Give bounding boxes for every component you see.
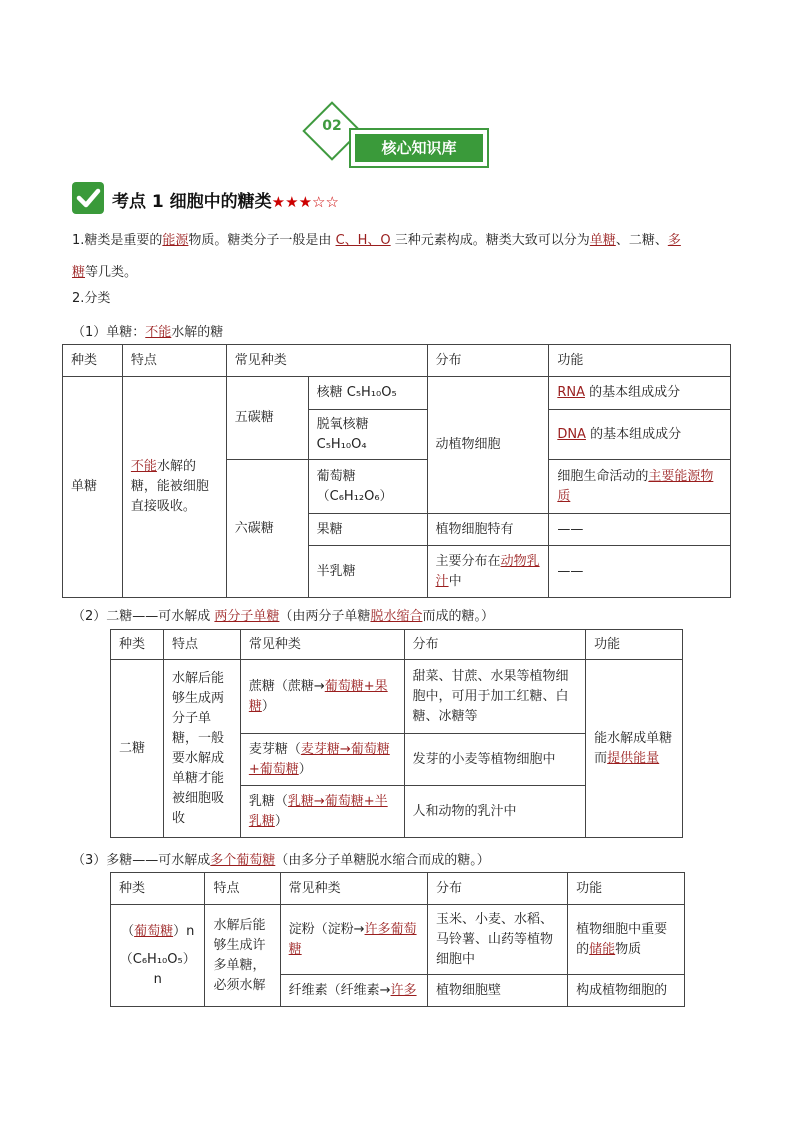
glucose-cell: 葡萄糖（C₆H₁₂O₆） — [308, 460, 427, 514]
feature-cell: 水解后能够生成两分子单糖，一般要水解成单糖才能被细胞吸收 — [163, 660, 240, 838]
header-function: 功能 — [586, 630, 683, 660]
maltose-cell: 麦芽糖（麦芽糖→葡萄糖+葡萄糖） — [240, 734, 404, 786]
func-rna-cell: RNA 的基本组成成分 — [549, 377, 731, 410]
func-glucose-cell: 细胞生命活动的主要能源物质 — [549, 460, 731, 514]
cellulose-func-cell: 构成植物细胞的 — [568, 975, 685, 1007]
header-common: 常见种类 — [226, 345, 427, 377]
galactose-cell: 半乳糖 — [308, 546, 427, 598]
cellulose-dist-cell: 植物细胞壁 — [427, 975, 567, 1007]
badge-label-box — [349, 128, 489, 168]
header-feature: 特点 — [205, 873, 280, 905]
difficulty-stars: ★★★☆☆ — [271, 193, 339, 211]
polysaccharide-table — [110, 872, 685, 1007]
header-feature: 特点 — [122, 345, 226, 377]
intro-line-2: 糖等几类。 — [72, 265, 138, 280]
func-dna-cell: DNA 的基本组成成分 — [549, 410, 731, 460]
fructose-dist-cell: 植物细胞特有 — [427, 514, 549, 546]
intro-line-3: 2.分类 — [72, 291, 111, 306]
lactose-dist-cell: 人和动物的乳汁中 — [404, 786, 586, 838]
section3-caption: （3）多糖——可水解成多个葡萄糖（由多分子单糖脱水缩合而成的糖。） — [72, 853, 490, 868]
header-common: 常见种类 — [240, 630, 404, 660]
kind-cell: 单糖 — [63, 377, 123, 598]
section1-caption: （1）单糖：不能水解的糖 — [72, 325, 224, 340]
header-kind: 种类 — [63, 345, 123, 377]
badge-number: 02 — [322, 118, 342, 134]
galactose-dist-cell: 主要分布在动物乳汁中 — [427, 546, 549, 598]
kind-cell: （葡萄糖）n （C₆H₁₀O₅）n — [111, 905, 205, 1007]
deoxyribose-cell: 脱氧核糖 C₅H₁₀O₄ — [308, 410, 427, 460]
header-common: 常见种类 — [280, 873, 427, 905]
header-distribution: 分布 — [404, 630, 586, 660]
lactose-cell: 乳糖（乳糖→葡萄糖+半乳糖） — [240, 786, 404, 838]
header-function: 功能 — [549, 345, 731, 377]
kind-cell: 二糖 — [111, 660, 164, 838]
header-feature: 特点 — [163, 630, 240, 660]
header-function: 功能 — [568, 873, 685, 905]
header-kind: 种类 — [111, 873, 205, 905]
badge-label: 核心知识库 — [355, 134, 483, 162]
topic-heading — [112, 187, 339, 212]
starch-func-cell: 植物细胞中重要的储能物质 — [568, 905, 685, 975]
starch-dist-cell: 玉米、小麦、水稻、马铃薯、山药等植物细胞中 — [427, 905, 567, 975]
monosaccharide-table — [62, 344, 731, 598]
starch-cell: 淀粉（淀粉→许多葡萄糖 — [280, 905, 427, 975]
func-cell: 能水解成单糖而提供能量 — [586, 660, 683, 838]
header-distribution: 分布 — [427, 873, 567, 905]
maltose-dist-cell: 发芽的小麦等植物细胞中 — [404, 734, 586, 786]
galactose-func-cell: —— — [549, 546, 731, 598]
sucrose-cell: 蔗糖（蔗糖→葡萄糖+果糖） — [240, 660, 404, 734]
five-carbon-cell: 五碳糖 — [226, 377, 308, 460]
fructose-func-cell: —— — [549, 514, 731, 546]
header-distribution: 分布 — [427, 345, 549, 377]
six-carbon-cell: 六碳糖 — [226, 460, 308, 598]
cellulose-cell: 纤维素（纤维素→许多 — [280, 975, 427, 1007]
disaccharide-table — [110, 629, 683, 838]
topic-title: 考点 1 细胞中的糖类 — [112, 192, 272, 212]
feature-cell: 不能水解的糖，能被细胞直接吸收。 — [122, 377, 226, 598]
checkmark-icon — [72, 182, 104, 214]
header-kind: 种类 — [111, 630, 164, 660]
fructose-cell: 果糖 — [308, 514, 427, 546]
ribose-cell: 核糖 C₅H₁₀O₅ — [308, 377, 427, 410]
feature-cell: 水解后能够生成许多单糖，必须水解 — [205, 905, 280, 1007]
section-badge — [305, 104, 491, 170]
sucrose-dist-cell: 甜菜、甘蔗、水果等植物细胞中，可用于加工红糖、白糖、冰糖等 — [404, 660, 586, 734]
intro-line-1: 1.糖类是重要的能源物质。糖类分子一般是由 C、H、O 三种元素构成。糖类大致可以分为单糖、二糖、多 — [72, 233, 681, 248]
dist-cell: 动植物细胞 — [427, 377, 549, 514]
section2-caption: （2）二糖——可水解成 两分子单糖（由两分子单糖脱水缩合而成的糖。） — [72, 609, 494, 624]
